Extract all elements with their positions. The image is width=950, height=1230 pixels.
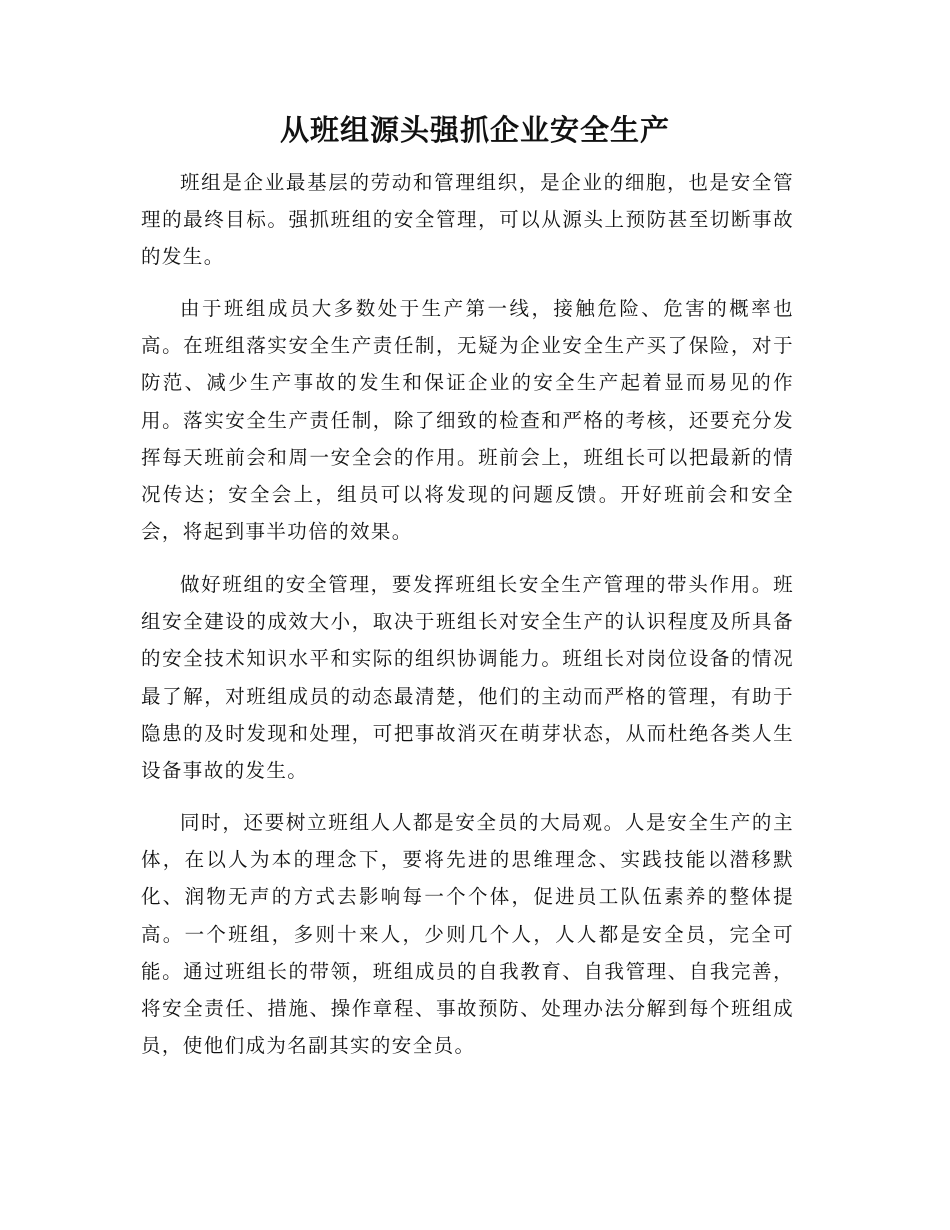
paragraph-4: 同时，还要树立班组人人都是安全员的大局观。人是安全生产的主体，在以人为本的理念下，要将先进的思维理念、实践技能以潜移默化、润物无声的方式去影响每一个个体，促进员工队伍素养的整体提高。一个班组，多则十来人，少则几个人，人人都是安全员，完全可能。通过班组长的带领，班组成员的自我教育、自我管理、自我完善，将安全责任、措施、操作章程、事故预防、处理办法分解到每个班组成员，使他们成为名副其实的安全员。 bbox=[141, 811, 794, 1058]
paragraph-2: 由于班组成员大多数处于生产第一线，接触危险、危害的概率也高。在班组落实安全生产责任制，无疑为企业安全生产买了保险，对于防范、减少生产事故的发生和保证企业的安全生产起着显而易见的作用。落实安全生产责任制，除了细致的检查和严格的考核，还要充分发挥每天班前会和周一安全会的作用。班前会上，班组长可以把最新的情况传达；安全会上，组员可以将发现的问题反馈。开好班前会和安全会，将起到事半功倍的效果。 bbox=[141, 297, 794, 544]
document-title: 从班组源头强抓企业安全生产 bbox=[279, 113, 670, 147]
paragraph-3: 做好班组的安全管理，要发挥班组长安全生产管理的带头作用。班组安全建设的成效大小，取决于班组长对安全生产的认识程度及所具备的安全技术知识水平和实际的组织协调能力。班组长对岗位设备的情况最了解，对班组成员的动态最清楚，他们的主动而严格的管理，有助于隐患的及时发现和处理，可把事故消灭在萌芽状态，从而杜绝各类人生设备事故的发生。 bbox=[141, 573, 794, 783]
paragraph-1: 班组是企业最基层的劳动和管理组织，是企业的细胞，也是安全管理的最终目标。强抓班组的安全管理，可以从源头上预防甚至切断事故的发生。 bbox=[141, 171, 794, 269]
